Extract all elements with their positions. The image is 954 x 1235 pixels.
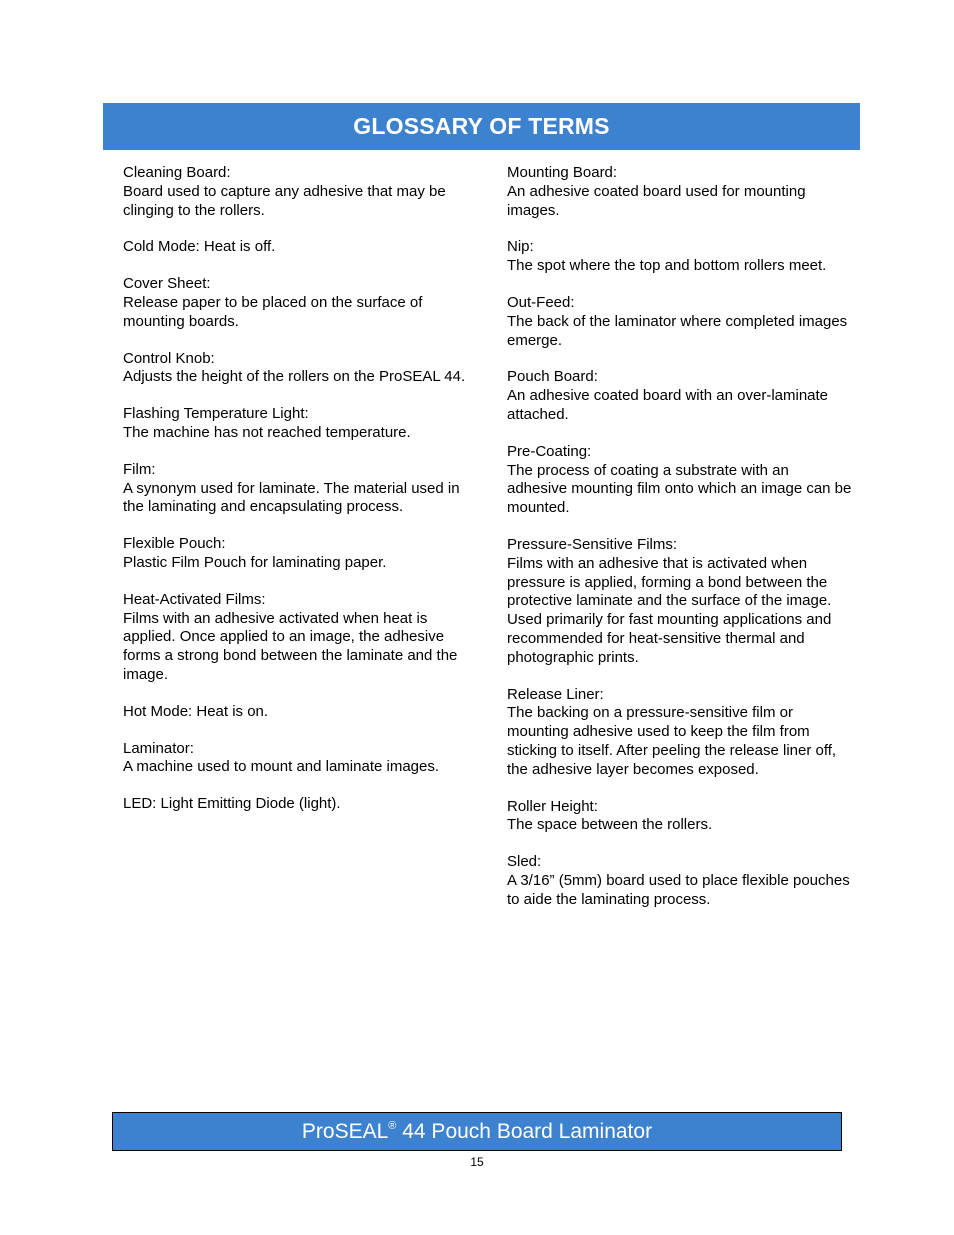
glossary-term: Sled: <box>507 853 542 871</box>
glossary-term: Flexible Pouch: <box>123 535 226 553</box>
glossary-entry <box>507 686 852 780</box>
glossary-entry <box>123 164 473 220</box>
glossary-term: Flashing Temperature Light: <box>123 405 309 423</box>
glossary-entry <box>123 238 473 257</box>
glossary-term: Laminator: <box>123 739 194 757</box>
glossary-definition: The back of the laminator where completed images emerge. <box>507 312 848 349</box>
glossary-entry <box>123 795 473 814</box>
page-number: 15 <box>470 1155 484 1169</box>
glossary-term: Hot Mode: Heat is on. <box>123 702 269 720</box>
glossary-entry <box>507 853 852 909</box>
glossary-definition: The process of coating a substrate with an adhesive mounting film onto which an image can be mounted. <box>507 461 852 517</box>
glossary-definition: The space between the rollers. <box>507 816 713 834</box>
glossary-entry <box>507 443 852 518</box>
glossary-definition: The backing on a pressure-sensitive film or mounting adhesive used to keep the film from sticking to itself. After peeling the release liner off, the adhesive layer becomes exposed. <box>507 704 837 778</box>
glossary-entry <box>123 591 473 685</box>
footer-product-name: ProSEAL <box>301 1119 389 1143</box>
glossary-definition: Plastic Film Pouch for laminating paper. <box>123 553 387 571</box>
glossary-entry <box>507 536 852 668</box>
glossary-term: Film: <box>123 460 156 478</box>
glossary-term: Cleaning Board: <box>123 164 231 181</box>
glossary-entry <box>123 275 473 331</box>
footer-product-title <box>302 1120 652 1144</box>
glossary-entry <box>507 798 852 836</box>
glossary-term: Cold Mode: Heat is off. <box>123 238 276 256</box>
glossary-term: Roller Height: <box>507 797 598 815</box>
glossary-header-banner <box>103 103 860 150</box>
glossary-term: Heat-Activated Films: <box>123 590 266 608</box>
glossary-term: LED: Light Emitting Diode (light). <box>123 795 341 813</box>
glossary-term: Pressure-Sensitive Films: <box>507 535 678 553</box>
glossary-definition: A synonym used for laminate. The material used in the laminating and encapsulating process. <box>123 479 460 516</box>
glossary-term: Mounting Board: <box>507 164 618 181</box>
glossary-entry <box>123 461 473 517</box>
glossary-definition: An adhesive coated board used for mounting images. <box>507 182 806 219</box>
glossary-term: Release Liner: <box>507 685 604 703</box>
glossary-term: Nip: <box>507 238 534 256</box>
glossary-left-column <box>123 164 473 832</box>
glossary-term: Pouch Board: <box>507 368 598 386</box>
glossary-entry <box>123 405 473 443</box>
glossary-definition: Adjusts the height of the rollers on the ProSEAL 44. <box>123 368 466 386</box>
glossary-definition: Films with an adhesive that is activated when pressure is applied, forming a bond between the protective laminate and the surface of the image. Used primarily for fast mounting applications and recommended for heat-sensitive thermal and photographic prints. <box>507 554 832 666</box>
page-title: GLOSSARY OF TERMS <box>353 113 610 139</box>
glossary-definition: Board used to capture any adhesive that may be clinging to the rollers. <box>123 182 446 219</box>
glossary-definition: Films with an adhesive activated when heat is applied. Once applied to an image, the adhesive forms a strong bond between the laminate and the image. <box>123 609 458 683</box>
glossary-term: Cover Sheet: <box>123 275 211 293</box>
glossary-definition: A 3/16” (5mm) board used to place flexible pouches to aide the laminating process. <box>507 871 850 908</box>
glossary-definition: Release paper to be placed on the surface of mounting boards. <box>123 293 423 330</box>
glossary-definition: The spot where the top and bottom rollers meet. <box>507 257 827 275</box>
registered-mark: ® <box>388 1119 397 1132</box>
footer-model-name: 44 Pouch Board Laminator <box>396 1119 653 1143</box>
glossary-entry <box>123 740 473 778</box>
glossary-term: Pre-Coating: <box>507 442 592 460</box>
glossary-entry <box>123 350 473 388</box>
glossary-entry <box>507 164 852 220</box>
glossary-definition: The machine has not reached temperature. <box>123 423 411 441</box>
glossary-entry <box>123 703 473 722</box>
footer-banner <box>112 1112 842 1151</box>
glossary-term: Control Knob: <box>123 349 215 367</box>
glossary-term: Out-Feed: <box>507 293 575 311</box>
glossary-right-column <box>507 164 852 928</box>
glossary-entry <box>507 294 852 350</box>
glossary-entry <box>507 368 852 424</box>
glossary-definition: An adhesive coated board with an over-laminate attached. <box>507 387 829 423</box>
glossary-entry <box>123 535 473 573</box>
glossary-entry <box>507 238 852 276</box>
glossary-definition: A machine used to mount and laminate images. <box>123 758 440 776</box>
